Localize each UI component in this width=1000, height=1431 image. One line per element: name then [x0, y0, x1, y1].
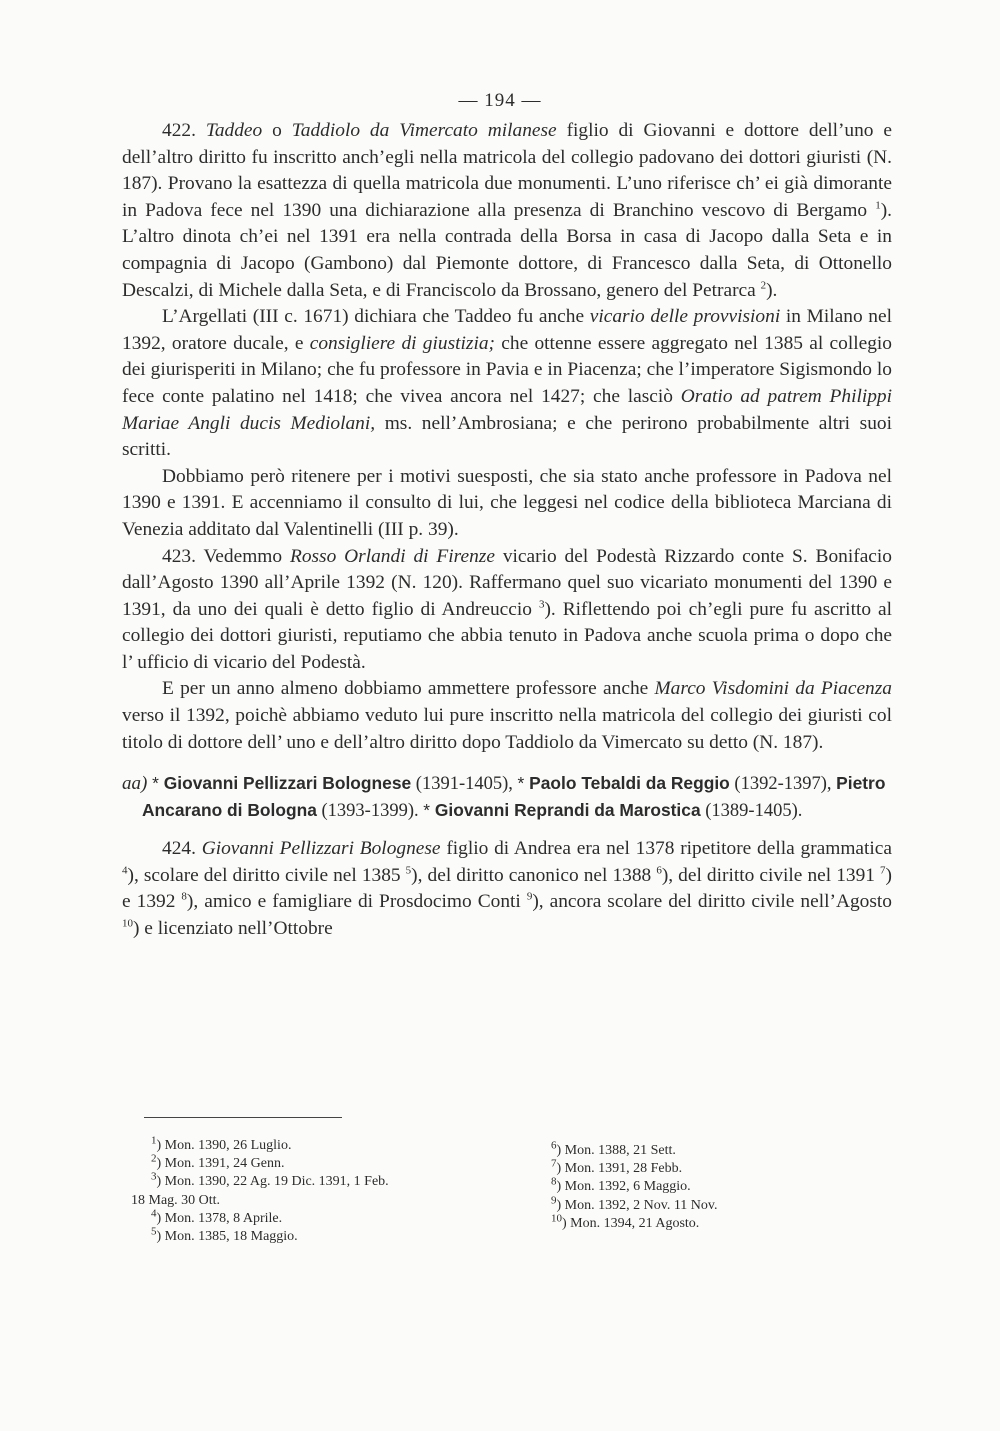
- paragraphs-after-heading: [122, 836, 892, 942]
- text-run: E per un anno almeno dobbiamo ammettere professore anche: [162, 678, 655, 700]
- footnote: [131, 1225, 531, 1246]
- italic-text: Taddiolo da Vimercato milanese: [291, 120, 557, 141]
- italic-text: consigliere di giustizia;: [309, 332, 495, 354]
- text-run: Dobbiamo però ritenere per i motivi suesposti, che sia stato anche professore in Padova nel 1390 e 1391. E accenniamo il consulto di lui, che leggesi nel codice della biblioteca Marciana di Venezia additato dal Valentinelli (III p. 39).: [122, 465, 892, 540]
- footnote-mark: 7: [551, 1157, 557, 1170]
- footnote: [131, 1170, 531, 1191]
- footnote: [551, 1193, 851, 1215]
- heading-label: aa): [122, 773, 148, 795]
- footnote: [131, 1207, 531, 1228]
- footnote-mark: 5: [151, 1225, 157, 1238]
- footnote-ref: 9: [526, 890, 533, 903]
- paragraph-p423: [122, 544, 892, 677]
- footnote-ref: 8: [181, 890, 187, 903]
- footnote-paren: ): [556, 1161, 562, 1177]
- footnote-ref: 3: [538, 598, 545, 611]
- footnote-ref: 1: [875, 199, 881, 212]
- heading-sep: *: [517, 773, 530, 794]
- text-run: o: [262, 120, 292, 141]
- heading-sep: *: [423, 800, 435, 821]
- footnote: [551, 1157, 851, 1178]
- footnote-ref: 4: [122, 864, 128, 877]
- heading-name: Giovanni Pellizzari Bolognese: [163, 773, 412, 794]
- footnote: [551, 1175, 851, 1196]
- footnote-text: Mon. 1390, 22 Ag. 19 Dic. 1391, 1 Feb.: [161, 1174, 389, 1190]
- footnote-mark: 4: [151, 1207, 157, 1220]
- footnotes-right-column: [551, 1139, 851, 1233]
- footnote-text: Mon. 1388, 21 Sett.: [561, 1143, 676, 1158]
- footnote: [551, 1212, 851, 1233]
- footnote-paren: ): [156, 1156, 162, 1172]
- footnote: [551, 1139, 851, 1160]
- text-run: ). L’altro dinota ch’ei nel 1391 era nella contrada della Borsa in casa di Jacopo dalla Seta e in compagnia di Jacopo (Gambono) dal Piemonte dottore, di Francesco dalla Seta, di Ottonello Descalzi, di Michele dalla Seta, e di Franciscolo da Brossano, genero del Petrarca: [122, 199, 892, 301]
- paragraph-p-dobbiamo: [122, 464, 892, 544]
- text-run: figlio di Giovanni e dottore dell’uno e dell’altro diritto fu inscritto anch’egli nella matricola del collegio padovano dei dottori giuristi (N. 187). Provano la esattezza di quella matricola due monumenti. L’uno riferisce ch’ ei già dimorante in Padova fece nel 1390 una dichiarazione alla presenza di Branchino vescovo di Bergamo: [122, 120, 893, 221]
- footnote-paren: ): [156, 1229, 162, 1245]
- text-run: 422.: [162, 120, 206, 141]
- text-run: ), ancora scolare del diritto civile nell’Agosto: [532, 891, 892, 913]
- paragraph-p-marco: [122, 676, 892, 756]
- heading-yrs: (1389-1405).: [700, 801, 803, 822]
- footnote-text: Mon. 1392, 6 Maggio.: [561, 1179, 691, 1195]
- footnote-paren: ): [556, 1143, 562, 1158]
- paragraphs-before-heading: [122, 118, 892, 756]
- paragraph-p422: [122, 118, 892, 304]
- heading-name: Giovanni Reprandi da Marostica: [434, 800, 701, 821]
- footnote-text: Mon. 1390, 26 Luglio.: [161, 1138, 292, 1153]
- footnote-mark: 9: [551, 1193, 557, 1206]
- text-run: in Milano nel 1392, oratore ducale, e: [122, 306, 892, 354]
- italic-text: Taddeo: [205, 120, 263, 141]
- footnote-paren: ): [556, 1197, 562, 1213]
- footnote-text: Mon. 1392, 2 Nov. 11 Nov.: [561, 1197, 718, 1213]
- heading-name: Paolo Tebaldi da Reggio: [529, 773, 730, 794]
- footnote-mark: 8: [551, 1175, 557, 1188]
- footnote-text: 18 Mag. 30 Ott.: [131, 1192, 221, 1208]
- text-run: che ottenne essere aggregato nel 1385 al collegio dei giurisperiti in Milano; che fu professore in Pavia e in Piacenza; che l’imperatore Sigismondo lo fece conte palatino nel 1418; che vivea ancora nel 1427; che lasciò: [122, 332, 892, 407]
- italic-text: Oratio ad patrem Philippi Mariae Angli ducis Mediolani,: [122, 385, 893, 434]
- heading-sep: *: [147, 773, 164, 794]
- italic-text: Marco Visdomini da Piacenza: [654, 678, 892, 700]
- text-run: L’Argellati (III c. 1671) dichiara che Taddeo fu anche: [162, 306, 590, 328]
- paragraph-p424: [122, 836, 892, 942]
- footnote-rule: [144, 1117, 342, 1118]
- italic-text: Giovanni Pellizzari Bolognese: [201, 838, 441, 860]
- page-number: — 194 —: [458, 90, 542, 111]
- heading-name: Pietro Ancarano di Bologna: [142, 773, 886, 821]
- footnote-paren: ): [556, 1179, 562, 1195]
- heading-yrs: (1392-1397),: [729, 774, 837, 795]
- text-run: ) e licenziato nell’Ottobre: [133, 918, 333, 940]
- italic-text: Rosso Orlandi di Firenze: [289, 545, 495, 567]
- main-text: [122, 118, 892, 943]
- footnote-paren: ): [156, 1210, 162, 1226]
- footnote-ref: 6: [656, 864, 662, 877]
- footnote-ref: 10: [122, 917, 133, 930]
- text-run: ), del diritto civile nel 1391: [661, 864, 881, 886]
- footnote-text: Mon. 1394, 21 Agosto.: [566, 1215, 700, 1231]
- footnote-text: Mon. 1378, 8 Aprile.: [161, 1210, 283, 1226]
- footnote-mark: 6: [551, 1139, 557, 1152]
- text-run: vicario del Podestà Rizzardo conte S. Bonifacio dall’Agosto 1390 all’Aprile 1392 (N. 120). Raffermano quel suo vicariato monumenti del 1390 e 1391, da uno dei quali è detto figlio di Andreuccio: [122, 545, 892, 620]
- footnote: [131, 1152, 531, 1173]
- heading-yrs: (1393-1399).: [316, 801, 424, 822]
- text-run: ms. nell’Ambrosiana; e che perirono probabilmente altri suoi scritti.: [122, 412, 892, 461]
- footnote-ref: 5: [405, 864, 412, 877]
- footnote: [131, 1134, 531, 1155]
- italic-text: vicario delle provvisioni: [589, 306, 781, 328]
- footnote-mark: 3: [151, 1170, 157, 1183]
- text-run: 423. Vedemmo: [162, 545, 290, 567]
- section-heading: [122, 770, 892, 824]
- text-run: 424.: [162, 838, 202, 860]
- footnote: [131, 1192, 531, 1210]
- text-run: verso il 1392, poichè abbiamo veduto lui pure inscritto nella matricola del collegio dei giuristi col titolo di dottore dell’ uno e dell’altro diritto dopo Taddiolo da Vimercato su detto (N. 187).: [122, 705, 892, 753]
- paragraph-p-argellati: [122, 304, 892, 464]
- footnote-text: Mon. 1391, 28 Febb.: [561, 1161, 683, 1177]
- text-run: ).: [766, 279, 778, 301]
- footnotes-left-column: [131, 1134, 531, 1246]
- text-run: ). Riflettendo poi ch’egli pure fu ascritto al collegio dei dottori giuristi, reputiamo che abbia tenuto in Padova anche scuola prima o dopo che l’ ufficio di vicario del Podestà.: [122, 598, 892, 673]
- text-run: ), del diritto canonico nel 1388: [411, 864, 657, 886]
- text-run: ), scolare del diritto civile nel 1385: [127, 864, 406, 886]
- footnote-paren: ): [562, 1215, 567, 1231]
- footnote-text: Mon. 1391, 24 Genn.: [161, 1156, 285, 1172]
- footnote-mark: 2: [151, 1152, 157, 1165]
- heading-yrs: (1391-1405),: [411, 774, 518, 795]
- footnote-text: Mon. 1385, 18 Maggio.: [161, 1229, 298, 1245]
- footnote-ref: 7: [880, 864, 886, 877]
- footnote-mark: 10: [551, 1212, 562, 1225]
- footnote-mark: 1: [151, 1134, 157, 1147]
- text-run: ), amico e famigliare di Prosdocimo Conti: [186, 891, 527, 913]
- text-run: figlio di Andrea era nel 1378 ripetitore della grammatica: [440, 838, 893, 860]
- text-run: ) e 1392: [122, 864, 892, 913]
- footnote-ref: 2: [760, 279, 767, 292]
- footnote-paren: ): [156, 1138, 162, 1153]
- footnote-paren: ): [156, 1174, 162, 1190]
